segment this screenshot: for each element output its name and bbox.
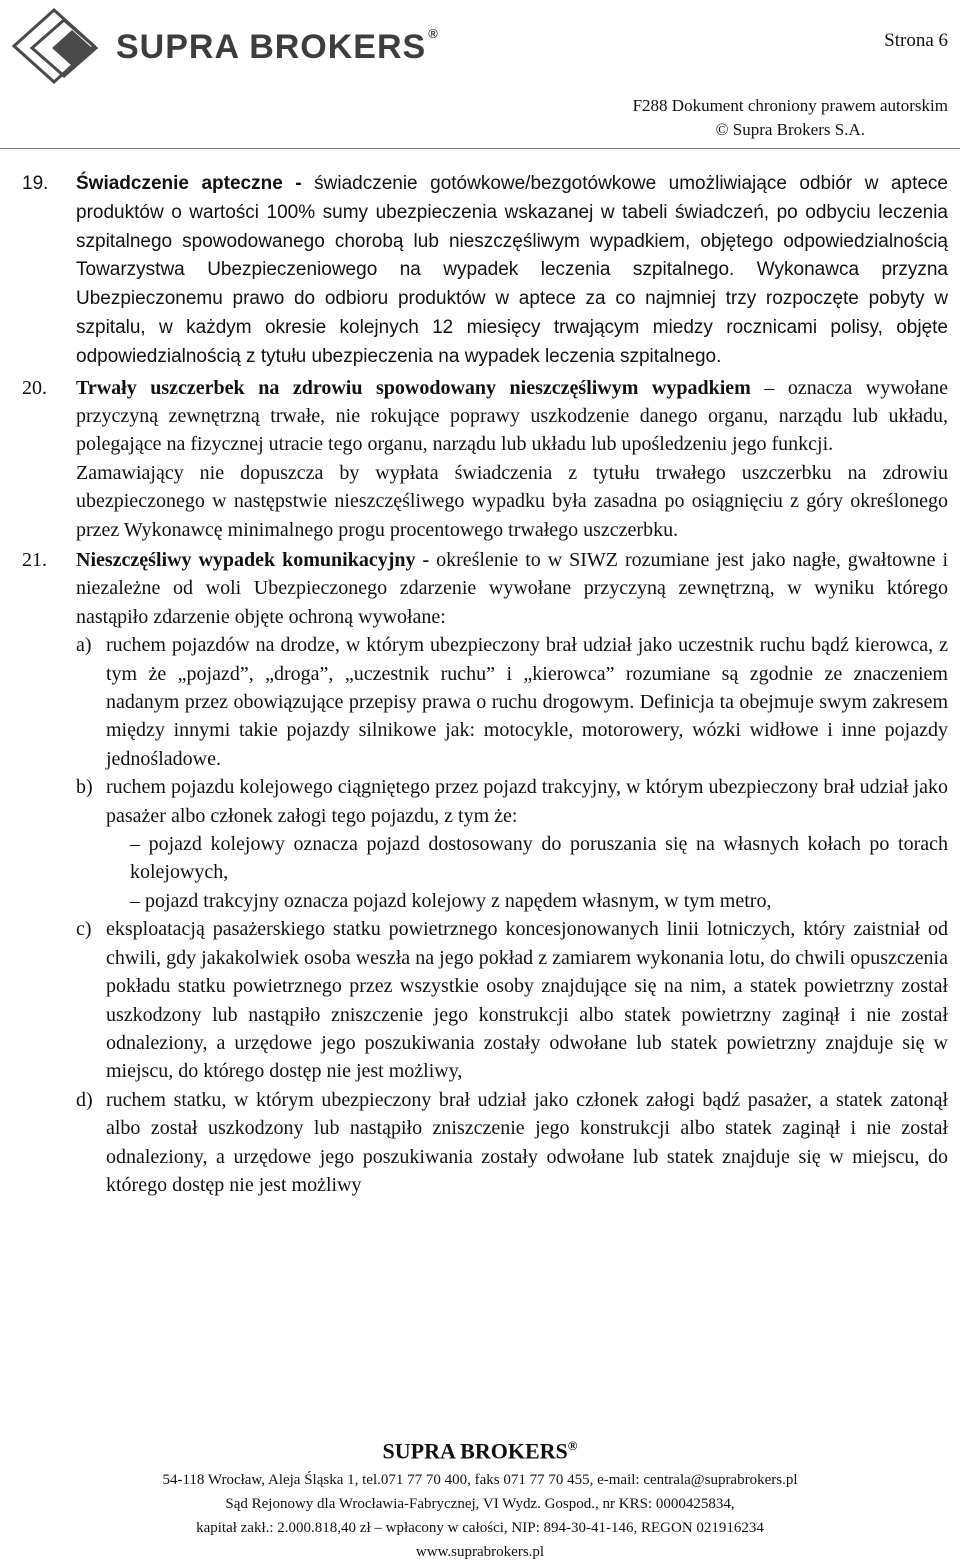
subitem-b bbox=[76, 773, 948, 915]
item-number: 21. bbox=[22, 549, 47, 572]
dash-item-traction-vehicle: – pojazd trakcyjny oznacza pojazd kolejowy z napędem własnym, w tym metro, bbox=[130, 889, 772, 912]
subitem-a bbox=[76, 631, 948, 773]
subitem-text: eksploatacją pasażerskiego statku powietrznego koncesjonowanych linii lotniczych, który zaistniał od chwili, gdy jakakolwiek osoba weszła na jego pokład z zamiarem wykonania lotu, do chwili opuszczenia pokładu statku powietrznego przez wszystkie osoby znajdujące się na nim, a statek powietrzny został uszkodzony lub nastąpiło zniszczenie jego konstrukcji albo statek powietrzny zaginął i nie został odnaleziony, a urzędowe jego poszukiwania zostały odwołane lub statek powietrzny znajduje się w miejscu, do którego dostęp nie jest możliwy, bbox=[106, 918, 948, 1083]
item-body: określenie to w SIWZ rozumiane jest jako nagłe, gwałtowne i niezależne od woli Ubezpieczonego zdarzenie wywołane przyczyną zewnętrzną, w wyniku którego nastąpiło zdarzenie objęte ochroną wywołane: bbox=[76, 549, 948, 628]
item-number: 20. bbox=[22, 376, 47, 399]
document-info bbox=[633, 94, 948, 142]
subitem-c bbox=[76, 915, 948, 1085]
item-text bbox=[76, 170, 948, 372]
subitem-d bbox=[76, 1086, 948, 1200]
definition-20 bbox=[22, 374, 948, 544]
footer-capital: kapitał zakł.: 2.000.818,40 zł – wpłacony w całości, NIP: 894-30-41-146, REGON 021916234 bbox=[196, 1520, 764, 1537]
document-body bbox=[22, 170, 948, 1199]
doc-protection-line: F288 Dokument chroniony prawem autorskim bbox=[632, 96, 948, 115]
subitem-label: a) bbox=[76, 634, 92, 657]
item-number: 19. bbox=[22, 173, 49, 194]
footer-address: 54-118 Wrocław, Aleja Śląska 1, tel.071 77 70 400, faks 071 77 70 455, e-mail: centrala@suprabrokers.pl bbox=[162, 1472, 798, 1489]
page-header bbox=[0, 0, 960, 150]
item-text bbox=[76, 546, 948, 1199]
subitem-text bbox=[106, 773, 948, 915]
copyright-line: © Supra Brokers S.A. bbox=[715, 120, 865, 139]
subitem-label: c) bbox=[76, 918, 92, 941]
item-body: – oznacza wywołane przyczyną zewnętrzną trwałe, nie rokujące poprawy uszkodzenie danego organu, narządu lub układu, polegające na fizycznej utracie tego organu, narządu lub układu lub upośledzeniu jego funkcji. bbox=[76, 376, 948, 456]
logo-brand: SUPRA BROKERS ® bbox=[116, 26, 439, 66]
page-number: Strona 6 bbox=[884, 30, 948, 51]
definition-21 bbox=[22, 546, 948, 1199]
item-term: Świadczenie apteczne - bbox=[76, 173, 302, 194]
page-footer bbox=[0, 1438, 960, 1564]
item-term: Trwały uszczerbek na zdrowiu spowodowany nieszczęśliwym wypadkiem bbox=[76, 376, 751, 399]
diamond-logo-icon bbox=[12, 6, 112, 86]
item-text bbox=[76, 374, 948, 544]
item-term: Nieszczęśliwy wypadek komunikacyjny - bbox=[76, 549, 430, 572]
footer-court: Sąd Rejonowy dla Wrocławia-Fabrycznej, VI Wydz. Gospod., nr KRS: 0000425834, bbox=[225, 1496, 735, 1513]
dash-item-rail-vehicle: – pojazd kolejowy oznacza pojazd dostosowany do poruszania się na własnych kołach po torach kolejowych, bbox=[130, 833, 948, 884]
footer-brand: SUPRA BROKERS® bbox=[382, 1438, 578, 1464]
footer-website: www.suprabrokers.pl bbox=[415, 1544, 545, 1561]
subitem-label: d) bbox=[76, 1088, 93, 1111]
definition-19 bbox=[22, 170, 948, 372]
item-body: świadczenie gotówkowe/bezgotówkowe umożliwiające odbiór w aptece produktów o wartości 100% sumy ubezpieczenia wskazanej w tabeli świadczeń, po odbyciu leczenia szpitalnego spowodowanego chorobą lub nieszczęśliwym wypadkiem, objętego odpowiedzialnością Towarzystwa Ubezpieczeniowego na wypadek leczenia szpitalnego. Wykonawca przyzna Ubezpieczonemu prawo do odbioru produktów w aptece za co najmniej trzy rozpoczęte pobyty w szpitalu, w każdym okresie kolejnych 12 miesięcy trwającym miedzy rocznicami polisy, objęte odpowiedzialnością z tytułu ubezpieczenia na wypadek leczenia szpitalnego. bbox=[76, 173, 948, 367]
subitem-text: ruchem statku, w którym ubezpieczony brał udział jako członek załogi bądź pasażer, a statek zatonął albo został uszkodzony lub nastąpiło zniszczenie jego konstrukcji albo statek zaginął i nie został odnaleziony, a urzędowe jego poszukiwania zostały odwołane lub statek znajduje się w miejscu, do którego dostęp nie jest możliwy bbox=[106, 1088, 948, 1196]
subitem-text: ruchem pojazdów na drodze, w którym ubezpieczony brał udział jako uczestnik ruchu bądź kierowca, z tym że „pojazd”, „droga”, „uczestnik ruchu” i „kierowca” rozumiane są zgodnie ze znaczeniem nadanym przez obowiązujące przepisy prawa o ruchu drogowym. Definicja ta obejmuje swym zakresem między innymi takie pojazdy silnikowe jak: motocykle, motorowery, wózki widłowe i inne pojazdy jednośladowe. bbox=[106, 634, 948, 770]
item-paragraph-2: Zamawiający nie dopuszcza by wypłata świadczenia z tytułu trwałego uszczerbku na zdrowiu ubezpieczonego w następstwie nieszczęśliwego wypadku była zasadna po osiągnięciu z góry określonego przez Wykonawcę minimalnego progu procentowego trwałego uszczerbku. bbox=[76, 461, 948, 541]
subitem-label: b) bbox=[76, 776, 93, 799]
company-logo bbox=[12, 6, 472, 86]
header-divider bbox=[0, 148, 960, 149]
subitem-intro: ruchem pojazdu kolejowego ciągniętego przez pojazd trakcyjny, w którym ubezpieczony brał udział jako pasażer albo członek załogi tego pojazdu, z tym że: bbox=[106, 776, 948, 827]
